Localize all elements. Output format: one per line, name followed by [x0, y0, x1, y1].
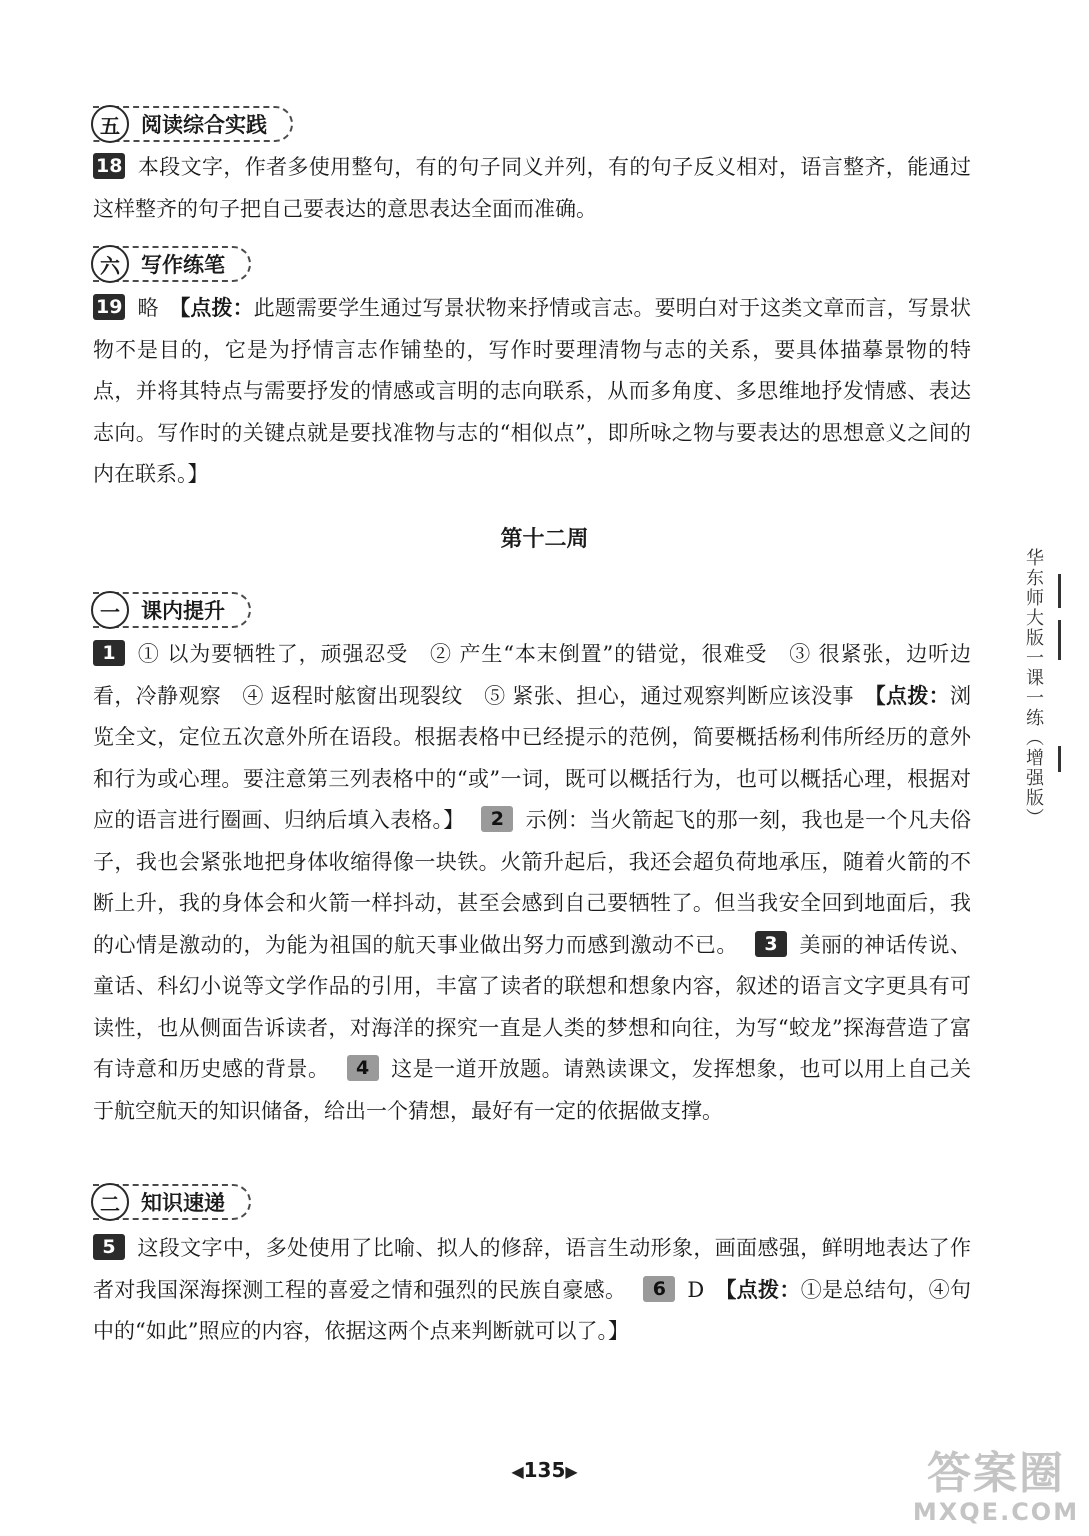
answer-text: 本段文字，作者多使用整句，有的句子同义并列，有的句子反义相对，语言整齐，能通过这样整齐的句子把自己要表达的意思表达全面而准确。: [93, 155, 971, 221]
answer-text: 这段文字中，多处使用了比喻、拟人的修辞，语言生动形象，画面感强，鲜明地表达了作者对我国深海探测工程的喜爱之情和强烈的民族自豪感。: [93, 1236, 971, 1302]
note-label: 【点拨：: [725, 1277, 801, 1302]
question-number-badge: 5: [93, 1234, 125, 1260]
note-label: 【点拨：: [875, 683, 951, 708]
section-header-5: [93, 106, 293, 142]
section-title: 知识速递: [141, 1191, 225, 1215]
section-number: 二: [91, 1183, 129, 1221]
section-title: 写作练笔: [141, 253, 225, 277]
section-number: 五: [91, 105, 129, 143]
side-divider: [1058, 574, 1061, 608]
right-triangle-icon: ▶: [565, 1462, 578, 1481]
section-header-6: [93, 246, 251, 282]
watermark-logo: [911, 1450, 1081, 1526]
question-number-badge: 6: [643, 1276, 675, 1302]
side-divider: [1058, 620, 1061, 660]
page-number: ◀135▶: [511, 1458, 578, 1482]
answers-5-6: [93, 1228, 971, 1353]
answer-text: 这是一道开放题。请熟读课文，发挥想象，也可以用上自己关于航空航天的知识储备，给出一个猜想，最好有一定的依据做支撑。: [93, 1057, 971, 1123]
answers-1-4: [93, 634, 971, 1132]
section-header-2: [93, 1184, 251, 1220]
answer-18: [93, 147, 971, 230]
question-number-badge: 19: [93, 294, 125, 320]
note-text: 浏览全文，定位五次意外所在语段。根据表格中已经提示的范例，简要概括杨利伟所经历的意外和行为或心理。要注意第三列表格中的“或”一词，既可以概括行为，也可以概括心理，根据对应的语言进行圈画、归纳后填入表格。】: [93, 683, 972, 832]
section-header-1: [93, 592, 251, 628]
question-number-badge: 4: [347, 1055, 379, 1081]
week-title: 第十二周: [500, 527, 589, 552]
note-label: 【点拨：: [179, 296, 254, 320]
section-title: 阅读综合实践: [141, 113, 267, 137]
section-title: 课内提升: [141, 599, 225, 623]
question-number-badge: 18: [93, 153, 125, 179]
side-running-title: 华东师大版一课一练（增强版）: [1023, 548, 1044, 828]
answer-text: 示例：当火箭起飞的那一刻，我也是一个凡夫俗子，我也会紧张地把身体收缩得像一块铁。火箭升起后，我还会超负荷地承压，随着火箭的不断上升，我的身体会和火箭一样抖动，甚至会感到自己要牺牲了。但当我安全回到地面后，我的心情是激动的，为能为祖国的航天事业做出努力而感到激动不已。: [93, 808, 971, 957]
side-divider: [1058, 746, 1061, 772]
left-triangle-icon: ◀: [511, 1462, 524, 1481]
answer-text: 美丽的神话传说、童话、科幻小说等文学作品的引用，丰富了读者的联想和想象内容，叙述的语言文字更具有可读性，也从侧面告诉读者，对海洋的探究一直是人类的梦想和向往，为写“蛟龙”探海营造了富有诗意和历史感的背景。: [93, 932, 971, 1081]
answer-19: [93, 288, 971, 496]
answer-text: D: [687, 1277, 705, 1302]
question-number-badge: 2: [481, 806, 513, 832]
section-number: 一: [91, 591, 129, 629]
watermark-text: 答案圈: [927, 1448, 1065, 1499]
note-text: 此题需要学生通过写景状物来抒情或言志。要明白对于这类文章而言，写景状物不是目的，它是为抒情言志作铺垫的，写作时要理清物与志的关系，要具体描摹景物的特点，并将其特点与需要抒发的情感或言明的志向联系，从而多角度、多思维地抒发情感、表达志向。写作时的关键点就是要找准物与志的“相似点”，即所咏之物与要表达的思想意义之间的内在联系。】: [93, 296, 972, 486]
question-number-badge: 3: [755, 931, 787, 957]
section-number: 六: [91, 245, 129, 283]
answer-text: 略: [137, 296, 159, 320]
watermark-url: MXQE.COM: [912, 1498, 1080, 1526]
question-number-badge: 1: [93, 640, 125, 666]
note-text: ①是总结句，④句中的“如此”照应的内容，依据这两个点来判断就可以了。】: [93, 1277, 972, 1343]
answer-text: ① 以为要牺牲了，顽强忍受 ② 产生“本末倒置”的错觉，很难受 ③ 很紧张，边听边看，冷静观察 ④ 返程时舷窗出现裂纹 ⑤ 紧张、担心，通过观察判断应该没事: [93, 642, 971, 708]
